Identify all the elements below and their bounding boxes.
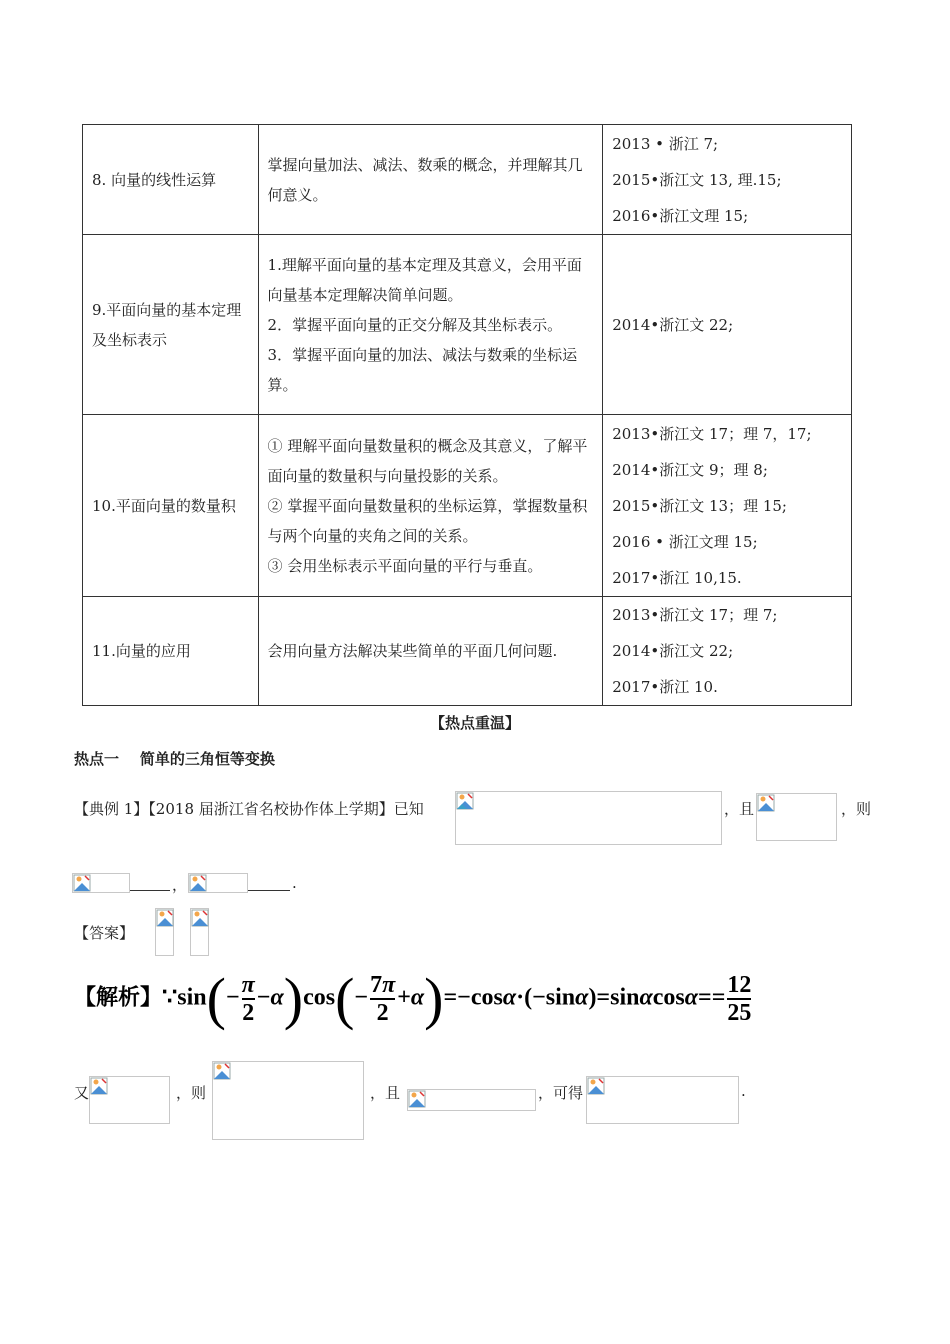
exam-item: 2014•浙江文 9；理 8; — [612, 460, 768, 479]
exam-item: 2013•浙江文 17；理 7; — [612, 606, 778, 624]
requirement-text: ① 理解平面向量数量积的概念及其意义，了解平面向量的数量积与向量投影的关系。 — [267, 436, 588, 485]
broken-image-icon — [89, 1076, 170, 1124]
exam-cell — [603, 415, 852, 597]
broken-image-icon — [407, 1089, 536, 1111]
answer-label: 【答案】 — [74, 924, 135, 942]
period-text: . — [292, 874, 297, 892]
knowledge-table — [82, 124, 852, 706]
exam-item: 2013•浙江文 17；理 7，17; — [612, 424, 812, 443]
hot-review-title: 【热点重温】 — [429, 714, 520, 732]
requirement-text: 会用向量方法解决某些简单的平面几何问题. — [267, 642, 558, 660]
table-row — [83, 235, 852, 415]
exam-item: 2015•浙江文 13, 理.15; — [612, 170, 782, 189]
table-row — [83, 125, 852, 235]
requirement-cell — [258, 235, 603, 415]
example-prefix: 【典例 1】【2018 届浙江省名校协作体上学期】已知 — [74, 800, 424, 818]
requirement-cell — [258, 597, 603, 706]
analysis-label: 【解析】 — [74, 985, 163, 1011]
blank-underline — [248, 890, 290, 891]
broken-image-icon — [455, 791, 722, 845]
and-text: ，且 — [724, 800, 755, 818]
exam-item: 2016 • 浙江文理 15; — [612, 532, 758, 551]
you-text: 又 — [74, 1084, 90, 1102]
exam-item: 2017•浙江 10,15. — [612, 568, 742, 587]
broken-image-icon — [756, 793, 837, 841]
table-row — [83, 415, 852, 597]
topic-cell: 8. 向量的线性运算 — [83, 125, 259, 235]
exam-item: 2016•浙江文理 15; — [612, 206, 749, 225]
broken-image-icon — [212, 1061, 364, 1140]
period-text: . — [741, 1082, 746, 1100]
requirement-text: 1.理解平面向量的基本定理及其意义，会用平面向量基本定理解决简单问题。 — [267, 255, 582, 304]
comma-text: ， — [172, 876, 188, 894]
table-row — [83, 597, 852, 706]
requirement-cell — [258, 415, 603, 597]
result-numerator: 12 — [727, 972, 752, 998]
requirement-text: 掌握向量加法、减法、数乘的概念，并理解其几何意义。 — [267, 155, 583, 204]
exam-item: 2013 • 浙江 7; — [612, 134, 719, 153]
requirement-text: 2．掌握平面向量的正交分解及其坐标表示。 — [267, 315, 563, 334]
then-text: ，则 — [841, 800, 872, 818]
exam-cell — [603, 235, 852, 415]
exam-item: 2015•浙江文 13；理 15; — [612, 496, 787, 515]
exam-item: 2014•浙江文 22; — [612, 642, 734, 660]
exam-cell — [603, 125, 852, 235]
topic-cell: 10.平面向量的数量积 — [83, 415, 259, 597]
because-symbol: ∵ — [162, 984, 178, 1011]
broken-image-icon — [155, 908, 174, 956]
requirement-cell — [258, 125, 603, 235]
broken-image-icon — [72, 873, 130, 893]
exam-cell — [603, 597, 852, 706]
requirement-text: ③ 会用坐标表示平面向量的平行与垂直。 — [267, 556, 543, 575]
exam-item: 2014•浙江文 22; — [612, 315, 734, 334]
topic-cell: 11.向量的应用 — [83, 597, 259, 706]
then-text: ，则 — [176, 1084, 207, 1102]
broken-image-icon — [190, 908, 209, 956]
hot-point-heading: 热点一 简单的三角恒等变换 — [74, 750, 275, 768]
requirement-text: ② 掌握平面向量数量积的坐标运算，掌握数量积与两个向量的夹角之间的关系。 — [267, 496, 588, 545]
topic-cell: 9.平面向量的基本定理及坐标表示 — [83, 235, 259, 415]
exam-item: 2017•浙江 10. — [612, 678, 718, 696]
blank-underline — [130, 890, 170, 891]
broken-image-icon — [188, 873, 248, 893]
result-denominator: 25 — [727, 1000, 752, 1026]
analysis-formula: 【解析】∵sin(− $\frac{\pi}{2}$ −α)cos(− $\frac{7\pi}{2}$ +α)=−cosα·(−sinα)=sinαcosα== $\frac{12}{25}$ — [74, 966, 752, 1031]
and-text: ，且 — [370, 1084, 401, 1102]
requirement-text: 3．掌握平面向量的加法、减法与数乘的坐标运算。 — [267, 345, 578, 394]
hence-text: ，可得 — [538, 1084, 584, 1102]
broken-image-icon — [586, 1076, 739, 1124]
